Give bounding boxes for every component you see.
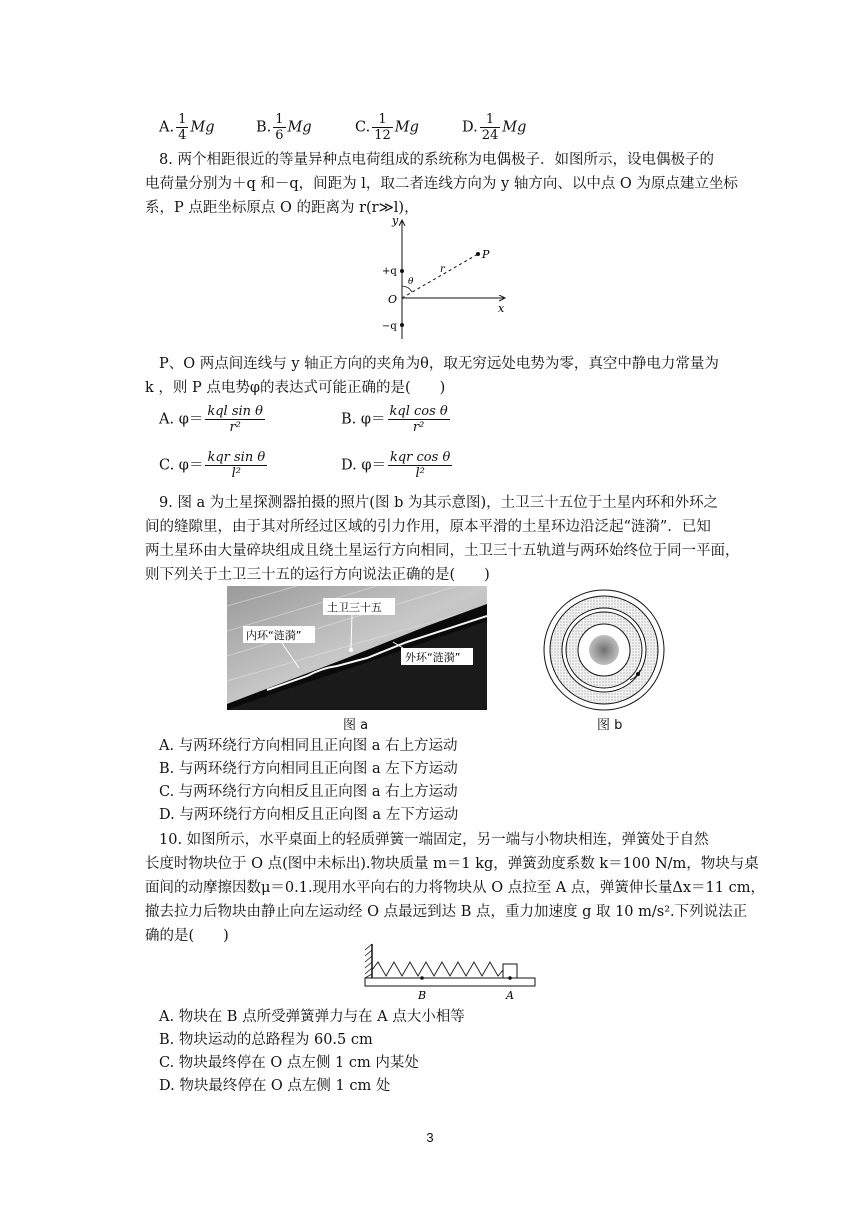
unit: Mg bbox=[394, 119, 419, 136]
point-b bbox=[420, 976, 424, 980]
numerator: kql sin θ bbox=[207, 404, 263, 419]
option-label: C. bbox=[355, 119, 371, 136]
option-label: B. φ＝ bbox=[341, 411, 386, 428]
unit: Mg bbox=[502, 119, 527, 136]
spring-block-figure bbox=[360, 942, 540, 1002]
fraction bbox=[388, 450, 452, 481]
numerator: 1 bbox=[275, 112, 284, 127]
numerator: 1 bbox=[480, 112, 501, 128]
denominator: l² bbox=[415, 466, 425, 481]
fraction bbox=[273, 112, 285, 143]
q8-text-line: k ，则 P 点电势φ的表达式可能正确的是( ) bbox=[145, 380, 446, 396]
q10-option-b: B. 物块运动的总路程为 60.5 cm bbox=[159, 1032, 373, 1048]
q10-text-line: 10. 如图所示，水平桌面上的轻质弹簧一端固定，另一端与小物块相连，弹簧处于自然 bbox=[159, 832, 709, 848]
q8-text-line: 系，P 点距坐标原点 O 的距离为 r(r≫l)， bbox=[145, 200, 419, 216]
fraction bbox=[388, 404, 450, 435]
minus-charge bbox=[400, 323, 404, 327]
outer-ring-label: 外环“涟漪” bbox=[405, 651, 461, 664]
q8-option-c bbox=[159, 450, 269, 481]
o-label: O bbox=[388, 293, 398, 306]
plus-charge bbox=[400, 269, 404, 273]
numerator: kqr cos θ bbox=[389, 450, 451, 465]
denominator: 12 bbox=[374, 128, 391, 143]
q10-option-a: A. 物块在 B 点所受弹簧弹力与在 A 点大小相等 bbox=[159, 1009, 465, 1025]
numerator: 1 bbox=[372, 112, 393, 128]
saturn-planet bbox=[589, 635, 619, 665]
unit: Mg bbox=[190, 119, 215, 136]
q7-option-c bbox=[355, 112, 419, 143]
page-number: 3 bbox=[426, 1130, 434, 1145]
saturn-photo-figure-a bbox=[227, 586, 487, 710]
q10-text-line: 撤去拉力后物块由静止向左运动经 O 点最远到达 B 点，重力加速度 g 取 10 m/s².下列说法正 bbox=[145, 904, 748, 920]
p-label: P bbox=[482, 248, 490, 261]
denominator: r² bbox=[229, 420, 241, 435]
q9-text-line: 则下列关于土卫三十五的运行方向说法正确的是( ) bbox=[145, 567, 490, 583]
saturn-diagram-figure-b bbox=[542, 588, 666, 712]
fraction bbox=[205, 404, 265, 435]
q8-option-b bbox=[341, 404, 452, 435]
fraction bbox=[205, 450, 267, 481]
denominator: 24 bbox=[481, 128, 499, 143]
caption-figure-b: 图 b bbox=[597, 718, 623, 733]
denominator: l² bbox=[231, 466, 241, 481]
q10-option-d: D. 物块最终停在 O 点左侧 1 cm 处 bbox=[159, 1078, 391, 1094]
q7-option-a bbox=[159, 112, 215, 143]
point-p bbox=[476, 252, 480, 256]
q10-text-line: 面间的动摩擦因数μ＝0.1.现用水平向右的力将物块从 O 点拉至 A 点，弹簧伸长量Δx＝11 cm， bbox=[145, 880, 765, 896]
block bbox=[503, 964, 517, 978]
numerator: kql cos θ bbox=[389, 404, 448, 419]
q9-option-a: A. 与两环绕行方向相同且正向图 a 右上方运动 bbox=[159, 738, 458, 754]
spring bbox=[372, 962, 503, 976]
minus-q-label: −q bbox=[382, 321, 397, 332]
point-a bbox=[508, 976, 512, 980]
q9-option-c: C. 与两环绕行方向相反且正向图 a 右上方运动 bbox=[159, 784, 458, 800]
caption-figure-a: 图 a bbox=[343, 718, 369, 733]
q8-text-line: P、O 两点间连线与 y 轴正方向的夹角为θ，取无穷远处电势为零，真空中静电力常量为 bbox=[159, 356, 719, 372]
q8-text-line: 8. 两个相距很近的等量异种点电荷组成的系统称为电偶极子．如图所示，设电偶极子的 bbox=[159, 152, 714, 168]
dipole-figure bbox=[360, 214, 520, 342]
a-label: A bbox=[506, 989, 514, 1002]
q9-text-line: 间的缝隙里，由于其对所经过区域的引力作用，原本平滑的土星环边沿泛起“涟漪”．已知 bbox=[145, 519, 711, 535]
q8-text-line: 电荷量分别为＋q 和－q，间距为 l，取二者连线方向为 y 轴方向、以中点 O 为原点建立坐标 bbox=[145, 176, 738, 192]
theta-label: θ bbox=[408, 277, 414, 287]
q8-option-d bbox=[341, 450, 454, 481]
q9-option-d: D. 与两环绕行方向相反且正向图 a 左下方运动 bbox=[159, 807, 459, 823]
unit: Mg bbox=[287, 119, 312, 136]
q10-text-line: 确的是( ) bbox=[145, 928, 229, 944]
q10-option-c: C. 物块最终停在 O 点左侧 1 cm 内某处 bbox=[159, 1055, 419, 1071]
x-label: x bbox=[498, 302, 505, 315]
option-label: D. φ＝ bbox=[341, 457, 386, 474]
option-label: A. bbox=[159, 119, 175, 136]
r-line bbox=[402, 254, 478, 298]
option-label: A. φ＝ bbox=[159, 411, 204, 428]
plus-q-label: +q bbox=[382, 266, 397, 277]
r-label: r bbox=[440, 264, 445, 275]
moon-marker bbox=[349, 648, 353, 652]
q7-option-b bbox=[256, 112, 312, 143]
option-label: C. φ＝ bbox=[159, 457, 204, 474]
y-label: y bbox=[392, 214, 399, 227]
fraction bbox=[176, 112, 188, 143]
q9-text-line: 9. 图 a 为土星探测器拍摄的照片(图 b 为其示意图)，土卫三十五位于土星内环和外环之 bbox=[159, 495, 719, 511]
q10-text-line: 长度时物块位于 O 点(图中未标出).物块质量 m＝1 kg，弹簧劲度系数 k＝100 N/m，物块与桌 bbox=[145, 856, 759, 872]
q8-option-a bbox=[159, 404, 267, 435]
denominator: r² bbox=[412, 420, 425, 435]
denominator: 6 bbox=[275, 128, 284, 143]
q9-text-line: 两土星环由大量碎块组成且绕土星运行方向相同，土卫三十五轨道与两环始终位于同一平面， bbox=[145, 543, 740, 559]
inner-ring-label: 内环“涟漪” bbox=[246, 629, 302, 642]
q9-option-b: B. 与两环绕行方向相同且正向图 a 左下方运动 bbox=[159, 761, 458, 777]
fraction bbox=[372, 112, 393, 143]
q7-option-d bbox=[462, 112, 526, 143]
numerator: 1 bbox=[178, 112, 187, 127]
numerator: kqr sin θ bbox=[207, 450, 266, 465]
b-label: B bbox=[418, 989, 427, 1002]
moon-label: 土卫三十五 bbox=[327, 601, 382, 614]
fraction bbox=[480, 112, 501, 143]
denominator: 4 bbox=[178, 128, 187, 143]
option-label: D. bbox=[462, 119, 478, 136]
option-label: B. bbox=[256, 119, 272, 136]
